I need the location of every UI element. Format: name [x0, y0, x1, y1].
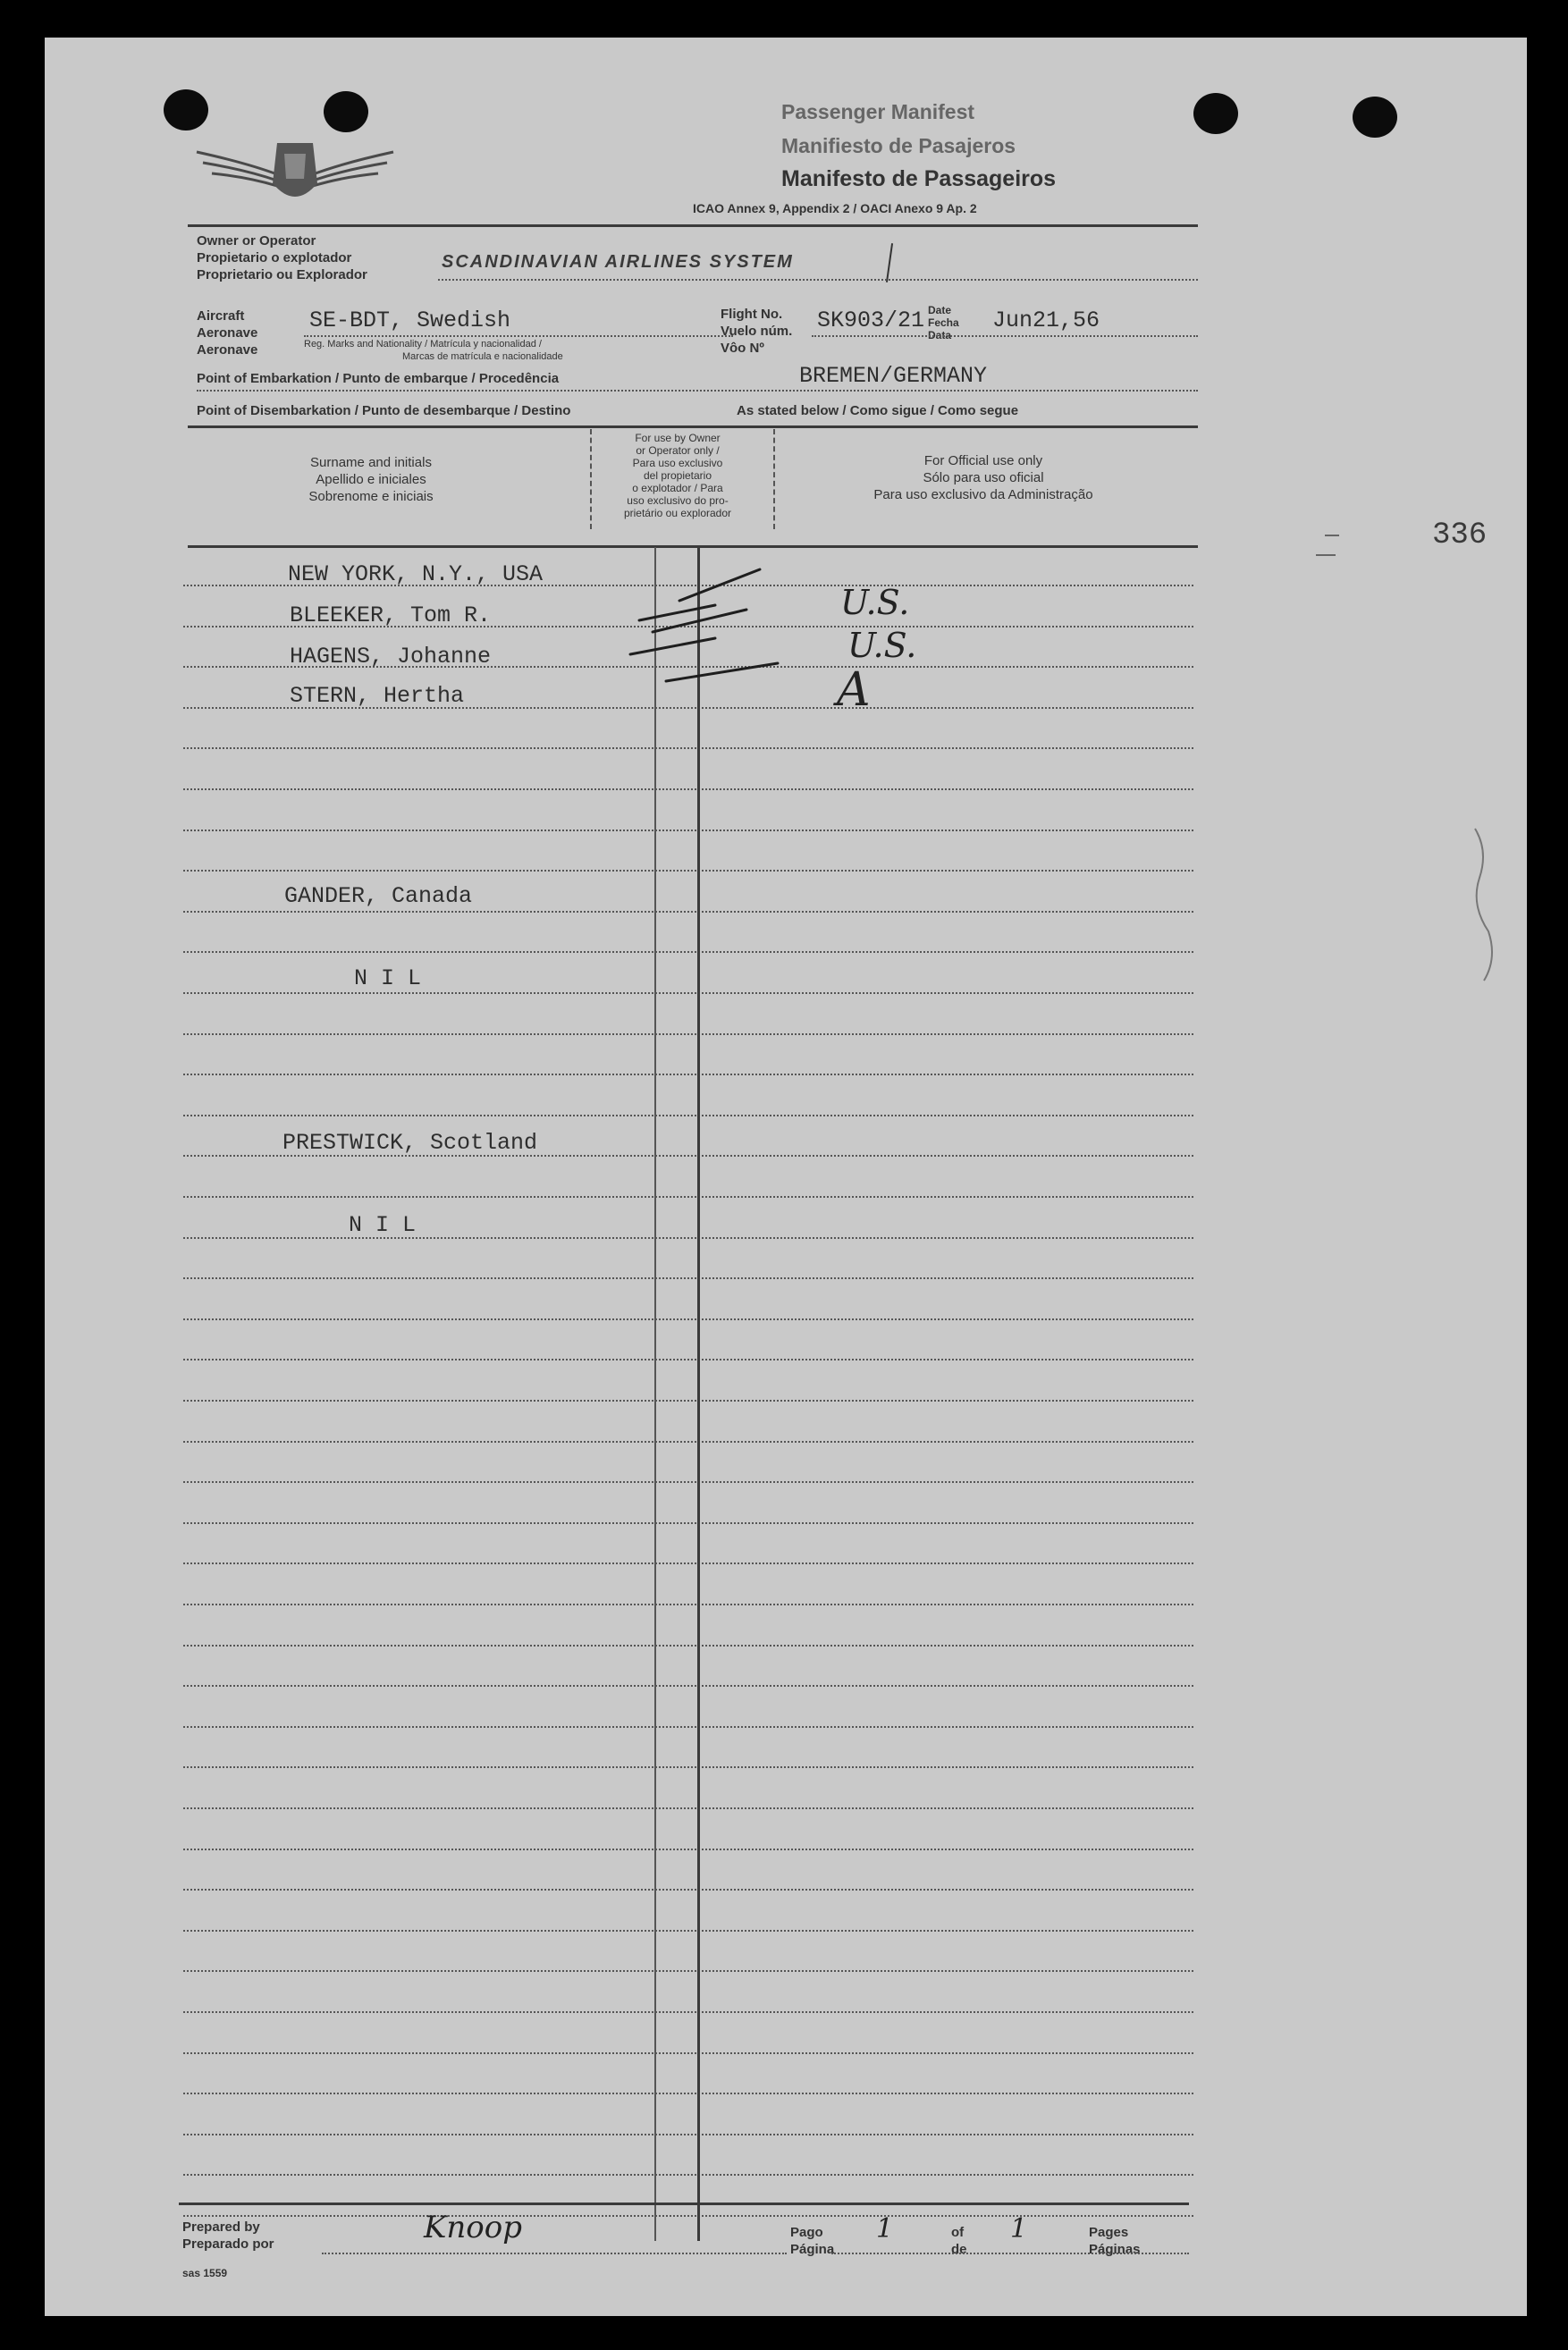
names-column-header: Surname and initials Apellido e iniciales Sobrenome e iniciais	[308, 455, 434, 504]
table-ruled-line	[183, 2011, 1193, 2013]
table-ruled-line	[183, 1685, 1193, 1687]
page-label: Pago Página	[790, 2225, 835, 2257]
owner-column-line-left	[654, 547, 656, 2241]
owner-value: SCANDINAVIAN AIRLINES SYSTEM	[442, 252, 794, 272]
title-spanish: Manifiesto de Pasajeros	[781, 134, 1016, 157]
date-value: Jun21,56	[992, 307, 1100, 333]
table-ruled-line	[183, 1807, 1193, 1809]
table-ruled-line	[183, 1359, 1193, 1360]
table-ruled-line	[183, 992, 1193, 994]
table-ruled-line	[183, 951, 1193, 953]
flight-label: Flight No. Vuelo núm. Vôo Nº	[721, 307, 793, 356]
table-ruled-line	[183, 1645, 1193, 1647]
gander-nil: N I L	[354, 965, 422, 991]
table-ruled-line	[183, 1522, 1193, 1524]
footer-rule	[179, 2203, 1189, 2205]
column-header-bottom-rule	[188, 545, 1198, 548]
table-ruled-line	[183, 1115, 1193, 1116]
table-ruled-line	[183, 1441, 1193, 1443]
table-ruled-line	[183, 1400, 1193, 1402]
table-ruled-line	[183, 830, 1193, 831]
title-english: Passenger Manifest	[781, 100, 975, 123]
disembarkation-value: As stated below / Como sigue / Como segue	[737, 403, 1019, 418]
passenger-bleeker: BLEEKER, Tom R.	[290, 602, 492, 628]
section-new-york: NEW YORK, N.Y., USA	[288, 561, 544, 587]
aircraft-sublabel-1: Reg. Marks and Nationality / Matrícula y nacionalidad /	[304, 339, 542, 350]
table-ruled-line	[183, 1889, 1193, 1891]
passenger-hagens: HAGENS, Johanne	[290, 644, 492, 670]
prepared-by-label: Prepared by Preparado por	[182, 2219, 274, 2252]
page-stamp-number: 336	[1432, 518, 1488, 552]
table-ruled-line	[183, 1726, 1193, 1728]
owner-divider	[886, 243, 893, 282]
passenger-stern: STERN, Hertha	[290, 683, 465, 709]
table-ruled-line	[183, 1277, 1193, 1279]
section-gander: GANDER, Canada	[284, 883, 473, 909]
table-ruled-line	[183, 2134, 1193, 2135]
table-ruled-line	[183, 1318, 1193, 1320]
icao-reference: ICAO Annex 9, Appendix 2 / OACI Anexo 9 Ap. 2	[693, 201, 977, 215]
of-label: of de	[951, 2225, 967, 2257]
date-label: Date Fecha Data	[928, 304, 959, 341]
column-header-top-rule	[188, 425, 1198, 428]
aircraft-label: Aircraft Aeronave Aeronave	[197, 308, 258, 358]
official-column-header: For Official use only Sólo para uso oficial Para uso exclusivo da Administração	[873, 453, 1093, 502]
owner-column-line-right	[697, 547, 700, 2241]
manifest-sheet	[45, 38, 1527, 2316]
official-mark-us-2: U.S.	[847, 626, 917, 665]
embarkation-underline	[197, 390, 1198, 392]
flight-value: SK903/21	[817, 307, 925, 333]
punch-hole	[1353, 97, 1397, 138]
table-ruled-line	[183, 1196, 1193, 1198]
owner-column-left-divider	[590, 429, 592, 529]
page-total: 1	[1010, 2213, 1028, 2245]
section-prestwick: PRESTWICK, Scotland	[282, 1130, 538, 1156]
disembarkation-label: Point of Disembarkation / Punto de desembarque / Destino	[197, 403, 571, 418]
table-ruled-line	[183, 2052, 1193, 2054]
aircraft-sublabel-2: Marcas de matrícula e nacionalidade	[402, 351, 563, 362]
punch-hole	[164, 89, 208, 131]
official-mark-us-1: U.S.	[840, 583, 910, 622]
owner-use-column-header: For use by Owner or Operator only / Para uso exclusivo del propietario o explotador / Para uso exclusivo do pro- prietário ou explorador	[623, 432, 732, 519]
preparer-signature: Knoop	[424, 2210, 523, 2245]
table-ruled-line	[183, 2174, 1193, 2176]
embarkation-label: Point of Embarkation / Punto de embarque / Procedência	[197, 371, 560, 386]
table-ruled-line	[183, 1033, 1193, 1035]
table-ruled-line	[183, 1074, 1193, 1075]
table-ruled-line	[183, 747, 1193, 749]
table-ruled-line	[183, 788, 1193, 790]
table-ruled-line	[183, 1766, 1193, 1768]
page-number: 1	[876, 2213, 894, 2245]
table-ruled-line	[183, 1481, 1193, 1483]
margin-mark	[1316, 554, 1336, 556]
punch-hole	[324, 91, 368, 132]
punch-hole	[1193, 93, 1238, 134]
table-ruled-line	[183, 911, 1193, 913]
table-ruled-line	[183, 2093, 1193, 2094]
owner-label: Owner or Operator Propietario o explotador Proprietario ou Explorador	[197, 233, 367, 282]
pages-label: Pages Páginas	[1089, 2225, 1141, 2257]
table-ruled-line	[183, 1237, 1193, 1239]
owner-underline	[438, 279, 1198, 281]
official-mark-a: A	[837, 663, 871, 717]
table-ruled-line	[183, 870, 1193, 872]
flight-underline	[812, 335, 1198, 337]
margin-mark	[1325, 535, 1339, 536]
table-ruled-line	[183, 1970, 1193, 1972]
handwritten-check-strokes	[599, 565, 849, 699]
title-portuguese: Manifesto de Passageiros	[781, 166, 1057, 191]
table-ruled-line	[183, 1849, 1193, 1850]
aircraft-underline	[304, 335, 733, 337]
owner-column-right-divider	[773, 429, 775, 529]
table-ruled-line	[183, 1562, 1193, 1564]
page-count-underline	[831, 2253, 1189, 2254]
prestwick-nil: N I L	[349, 1212, 417, 1238]
embarkation-value: BREMEN/GERMANY	[799, 363, 988, 389]
aircraft-value: SE-BDT, Swedish	[309, 307, 511, 333]
margin-squiggle	[1466, 824, 1502, 985]
form-number: sas 1559	[182, 2267, 228, 2279]
table-ruled-line	[183, 1930, 1193, 1932]
signature-underline	[322, 2253, 787, 2254]
table-ruled-line	[183, 2215, 1193, 2217]
winged-crest-logo-icon	[192, 134, 398, 219]
table-ruled-line	[183, 1604, 1193, 1605]
header-rule	[188, 224, 1198, 227]
